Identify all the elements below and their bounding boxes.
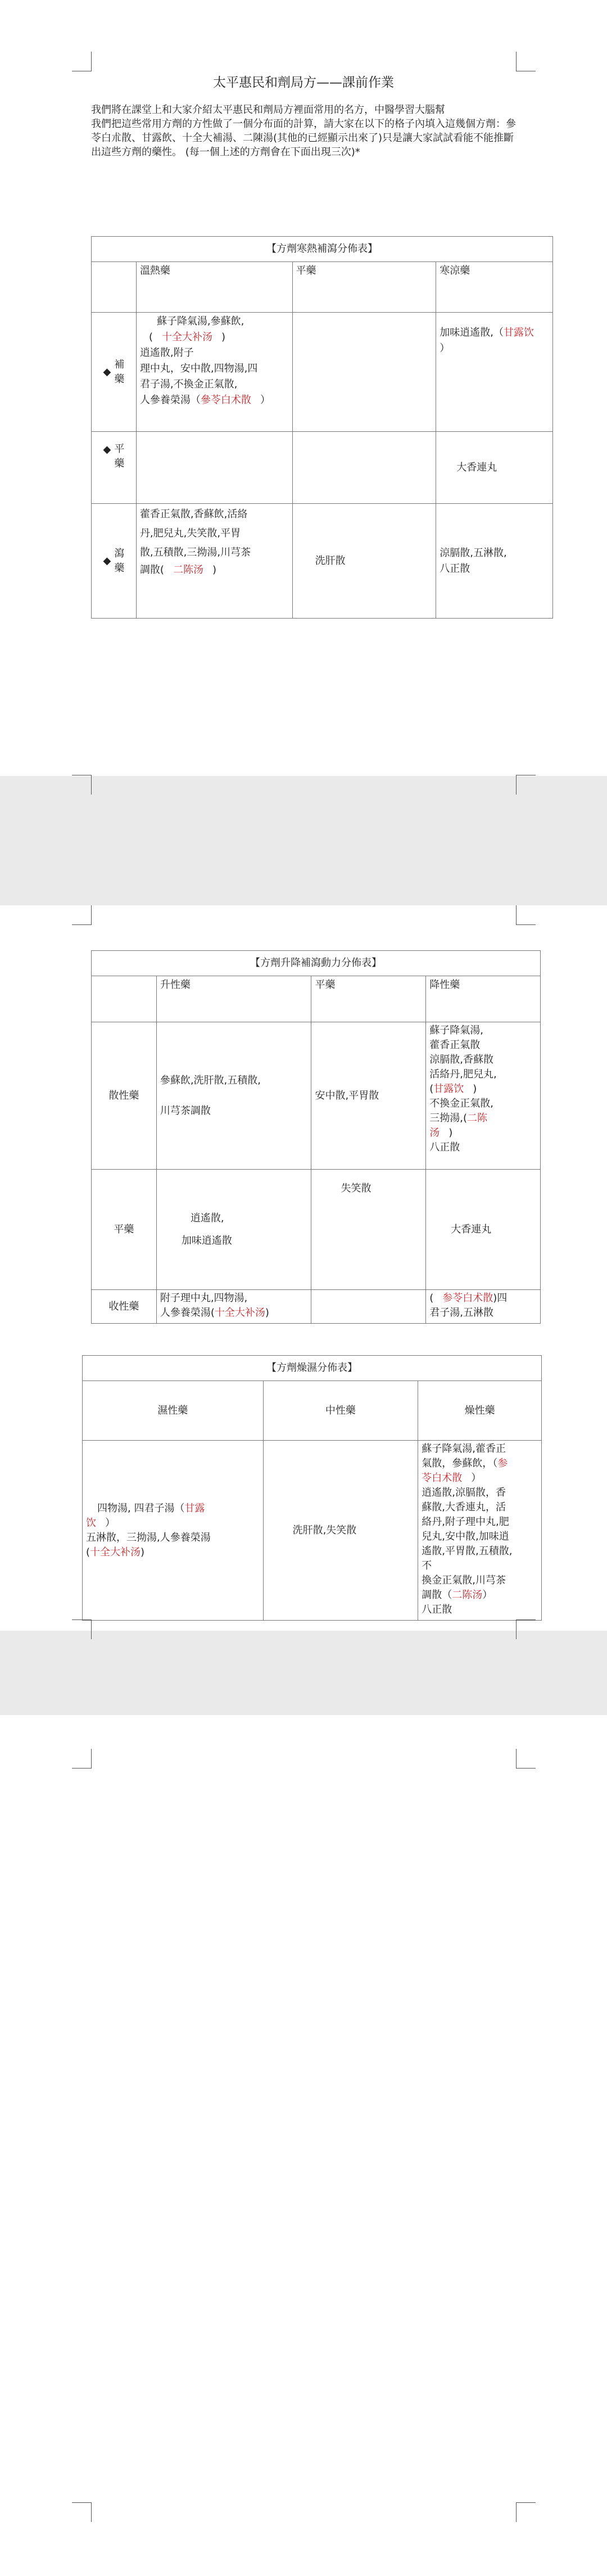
header-neutral: 中性藥: [263, 1381, 418, 1441]
cell-disperse-flat: 安中散,平胃散: [311, 1022, 426, 1170]
page-2: [0, 905, 607, 1631]
filled-answer: 二陈: [466, 1112, 487, 1124]
header-empty: [92, 262, 137, 313]
document-title: 太平惠民和劑局方——課前作業: [213, 75, 394, 90]
crop-mark: [72, 2502, 92, 2522]
crop-mark: [72, 1619, 92, 1639]
header-dry: 燥性藥: [418, 1381, 542, 1441]
filled-answer: 饮: [86, 1517, 96, 1529]
cell-disperse-up: 參蘇飲,洗肝散,五積散, 川芎茶調散: [156, 1022, 311, 1170]
cell-astringe-flat: [311, 1290, 426, 1324]
diamond-bullet-icon: ◆: [103, 554, 111, 567]
cell-dry: 蘇子降氣湯,藿香正 氣散，參蘇飲，（参 苓白术散 ） 逍遙散,涼膈散，香 蘇散,大香連丸，活 絡丹,附子理中丸,肥 兒丸,安中散,加味逍 遙散,平胃散,五積散, 不 換金正氣散,川芎茶 調散（二陈汤） 八正散: [418, 1441, 542, 1621]
filled-answer: 二陈汤: [173, 564, 203, 576]
table-cold-heat: [91, 236, 553, 619]
header-up: 升性藥: [156, 976, 311, 1022]
crop-mark: [516, 2502, 536, 2522]
cell-purge-warm: 藿香正氣散,香蘇飲,活絡 丹,肥兒丸,失笑散,平胃 散,五積散,三拗湯,川芎茶 調散( 二陈汤 ): [136, 504, 292, 619]
header-neutral: 平藥: [292, 262, 436, 313]
header-empty: [92, 976, 157, 1022]
cell-astringe-up: 附子理中丸,四物湯, 人參養榮湯(十全大补汤): [156, 1290, 311, 1324]
table-ascend-descend: [91, 950, 541, 1324]
page-3: [0, 1715, 607, 2576]
filled-answer: 参苓白术散: [442, 1292, 493, 1304]
cell-astringe-down: ( 参苓白术散)四 君子湯,五淋散: [426, 1290, 541, 1324]
cell-flat-flat: 失笑散: [311, 1170, 426, 1290]
cell-neutral: 洗肝散,失笑散: [263, 1441, 418, 1621]
filled-answer: 苓白术散: [422, 1472, 463, 1484]
row-label-tonify: ◆ 補 藥: [92, 313, 137, 432]
cell-tonify-neutral: [292, 313, 436, 432]
cell-purge-neutral: 洗肝散: [292, 504, 436, 619]
header-wet: 濕性藥: [83, 1381, 264, 1441]
crop-mark: [72, 1749, 92, 1769]
row-label-disperse: 散性藥: [92, 1022, 157, 1170]
cell-tonify-warm: 蘇子降氣湯,參蘇飲, ( 十全大补汤 ) 逍遙散,附子 理中丸，安中散,四物湯,四 君子湯,不換金正氣散, 人參養榮湯（參苓白术散 ）: [136, 313, 292, 432]
crop-mark: [516, 905, 536, 925]
cell-neutral-neutral: [292, 432, 436, 504]
crop-mark: [516, 1619, 536, 1639]
filled-answer: 參苓白术散: [200, 394, 251, 406]
cell-neutral-cold: 大香連丸: [436, 432, 553, 504]
row-label-astringe: 收性藥: [92, 1290, 157, 1324]
crop-mark: [72, 775, 92, 795]
crop-mark: [516, 775, 536, 795]
crop-mark: [516, 52, 536, 71]
header-down: 降性藥: [426, 976, 541, 1022]
row-label-purge: ◆ 瀉 藥: [92, 504, 137, 619]
row-label-neutral: ◆ 平 藥: [92, 432, 137, 504]
page-1: [0, 0, 607, 776]
filled-answer: 甘露: [184, 1502, 205, 1514]
table-caption: 【方劑升降補瀉動力分佈表】: [92, 951, 541, 976]
table-caption: 【方劑寒熱補瀉分佈表】: [92, 237, 553, 262]
cell-flat-up: 逍遙散, 加味逍遙散: [156, 1170, 311, 1290]
cell-flat-down: 大香連丸: [426, 1170, 541, 1290]
cell-disperse-down: 蘇子降氣湯, 藿香正氣散 涼膈散,香蘇散 活絡丹,肥兒丸, (甘露饮 ) 不換金正氣散, 三拗湯,(二陈 汤 ) 八正散: [426, 1022, 541, 1170]
cell-wet: 四物湯, 四君子湯（甘露 饮 ） 五淋散，三拗湯,人參養榮湯 (十全大补汤): [83, 1441, 264, 1621]
diamond-bullet-icon: ◆: [103, 443, 111, 455]
filled-answer: 十全大补汤: [90, 1546, 141, 1558]
filled-answer: 十全大补汤: [214, 1307, 265, 1319]
header-cold: 寒涼藥: [436, 262, 553, 313]
row-label-flat: 平藥: [92, 1170, 157, 1290]
filled-answer: 甘露饮: [433, 1083, 464, 1095]
cell-tonify-cold: 加味逍遙散,（甘露饮）: [436, 313, 553, 432]
header-flat: 平藥: [311, 976, 426, 1022]
diamond-bullet-icon: ◆: [103, 366, 111, 378]
table-caption: 【方劑燥濕分佈表】: [83, 1356, 542, 1381]
filled-answer: 汤: [429, 1127, 440, 1139]
crop-mark: [72, 905, 92, 925]
crop-mark: [72, 52, 92, 71]
header-warm: 溫熱藥: [136, 262, 292, 313]
filled-answer: 参: [497, 1458, 508, 1469]
cell-purge-cold: 涼膈散,五淋散, 八正散: [436, 504, 553, 619]
intro-paragraph: 我們把這些常用方劑的方性做了一個分布面的計算，請大家在以下的格子內填入這幾個方劑：參苓白朮散、甘露飲、十全大補湯、二陳湯(其他的已經顯示出來了)只是讓大家試試看能不能推斷出這些方劑的藥性。 (每一個上述的方劑會在下面出現三次)*: [91, 118, 516, 158]
filled-answer: 甘露饮: [503, 327, 534, 339]
cell-neutral-warm: [136, 432, 292, 504]
intro-text: [91, 103, 518, 159]
filled-answer: 二陈汤: [452, 1589, 483, 1601]
crop-mark: [516, 1749, 536, 1769]
intro-paragraph: 我們將在課堂上和大家介紹太平惠民和劑局方裡面常用的名方，中醫學習大腦幫: [91, 104, 445, 116]
table-dry-wet: [82, 1355, 542, 1621]
filled-answer: 十全大补汤: [161, 331, 212, 343]
